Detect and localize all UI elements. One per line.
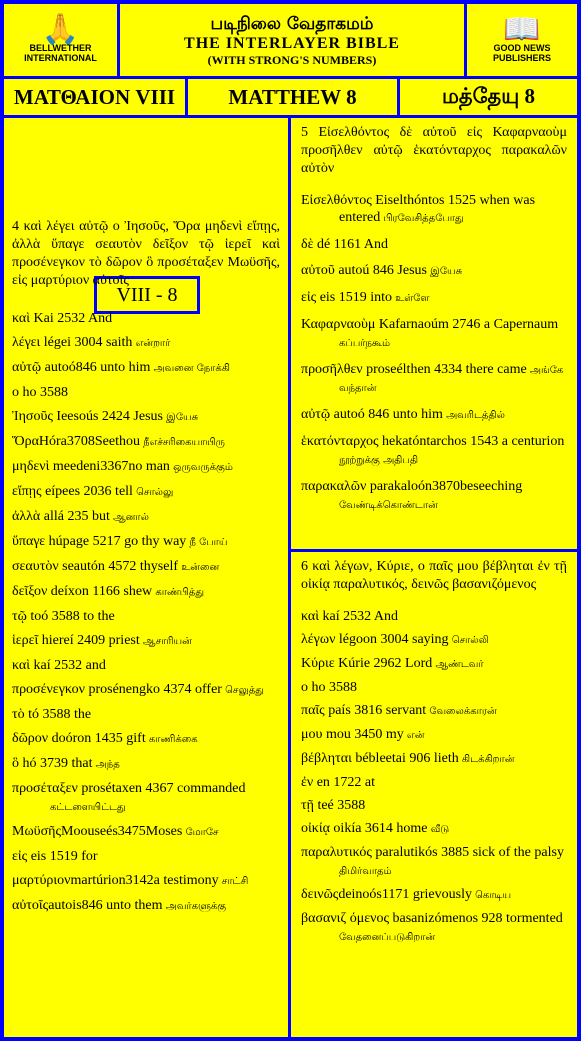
word-entry	[301, 316, 567, 352]
word-gloss: αὐτοῦ autoú 846 Jesus	[301, 263, 427, 278]
word-tamil: சாட்சி	[218, 876, 249, 887]
word-tamil: என்றார்	[132, 338, 171, 349]
word-gloss: προσένεγκον prosénengko 4374 offer	[12, 682, 222, 697]
bellwether-logo-text: BELLWETHER INTERNATIONAL	[24, 43, 97, 63]
word-tamil: உள்ளே	[392, 293, 430, 304]
word-tamil: ஆசாரியன்	[139, 636, 192, 647]
word-entry	[301, 478, 567, 514]
word-entry	[12, 657, 280, 674]
word-entry	[301, 433, 567, 469]
word-tamil: கட்டளையிட்டது	[50, 802, 126, 813]
word-entry	[301, 702, 567, 720]
word-gloss: δεῖξον deíxon 1166 shew	[12, 584, 153, 599]
ref-english: MATTHEW 8	[188, 79, 397, 115]
word-entry	[12, 755, 280, 773]
word-tamil: வேலைக்காரன்	[426, 706, 497, 717]
word-entry	[12, 533, 280, 551]
word-tamil: உன்னை	[178, 562, 220, 573]
word-tamil: சொல்லு	[132, 487, 174, 498]
word-entry	[301, 192, 567, 227]
word-gloss: λέγει légei 3004 saith	[12, 335, 133, 350]
word-tamil: ஒருவருக்கும்	[169, 462, 233, 473]
verse-5-panel	[291, 118, 577, 549]
word-gloss: Εἰσελθόντος Eiselthóntos 1525 when was entered	[301, 193, 536, 225]
word-tamil: வேண்டிக்கொண்டான்	[339, 500, 438, 511]
word-gloss: εἰς eis 1519 for	[12, 849, 98, 864]
verse-4-greek: 4 καὶ λέγει αὐτῷ ο Ἰησοῦς, Ὅρα μηδενὶ εἴπῃς, ἀλλὰ ὕπαγε σεαυτὸν δεῖξον τῷ ἱερεῖ καὶ προσένεγκον τὸ δῶρον ὃ προσέταξεν Μωϋσῆς, εἰς μαρτύριον αὐτοῖς	[12, 219, 280, 288]
word-gloss: αὐτῷ autoó 846 unto him	[301, 407, 443, 422]
title-tamil: படிநிலை வேதாகமம்	[210, 13, 374, 34]
word-gloss: ἱερεῖ hiereí 2409 priest	[12, 633, 140, 648]
word-gloss: οἰκίᾳ oikía 3614 home	[301, 821, 428, 836]
word-gloss: σεαυτὸν seautón 4572 thyself	[12, 559, 179, 574]
word-gloss: ο ho 3588	[301, 680, 357, 695]
bellwether-logo	[4, 4, 117, 76]
verse-6-panel	[291, 552, 577, 1037]
word-entry	[301, 844, 567, 880]
word-entry	[12, 483, 280, 501]
title-subtitle: (WITH STRONG'S NUMBERS)	[207, 52, 377, 67]
word-tamil: அவரிடத்தில்	[442, 410, 505, 421]
word-entry	[12, 583, 280, 601]
word-tamil: கிடக்கிறான்	[458, 754, 515, 765]
word-entry	[301, 750, 567, 768]
word-gloss: ἀλλὰ allá 235 but	[12, 509, 110, 524]
word-tamil: நீ போய்	[186, 537, 228, 548]
word-entry	[12, 897, 280, 915]
word-gloss: βέβληται bébleetai 906 lieth	[301, 751, 459, 766]
word-tamil: நூற்றுக்கு அதிபதி	[339, 455, 419, 466]
word-tamil: ஆண்டவர்	[432, 659, 484, 670]
word-entry	[12, 706, 280, 723]
word-entry	[12, 632, 280, 650]
word-gloss: αὐτῷ autoó846 unto him	[12, 360, 151, 375]
word-gloss: ὕπαγε húpage 5217 go thy way	[12, 534, 187, 549]
word-gloss: Ἰησοῦς Ieesoús 2424 Jesus	[12, 409, 163, 424]
word-entry	[301, 820, 567, 838]
word-entry	[12, 558, 280, 576]
word-gloss: ΜωϋσῆςMoouseés3475Moses	[12, 824, 183, 839]
verse-6-greek: 6 καὶ λέγων, Κύριε, ο παῖς μου βέβληται ἐν τῇ οἰκίᾳ παραλυτικός, δεινῶς βασανιζόμενος	[301, 559, 567, 592]
word-gloss: δῶρον doóron 1435 gift	[12, 731, 146, 746]
word-gloss: ὍραHóra3708Seethou	[12, 434, 140, 449]
word-tamil: அந்த	[92, 759, 120, 770]
word-entry	[301, 910, 567, 946]
word-gloss: ὃ hó 3739 that	[12, 756, 93, 771]
word-entry	[301, 726, 567, 744]
chapter-label: VIII - 8	[94, 276, 200, 314]
title-panel	[120, 4, 464, 76]
word-gloss: καὶ kaí 2532 and	[12, 658, 106, 673]
word-entry	[12, 681, 280, 699]
word-gloss: ἐν en 1722 at	[301, 775, 376, 790]
word-gloss: εἴπῃς eípees 2036 tell	[12, 484, 133, 499]
word-gloss: Καφαρναοὺμ Kafarnaoúm 2746 a Capernaum	[301, 317, 559, 332]
word-gloss: τῇ teé 3588	[301, 798, 366, 813]
word-tamil: அவர்களுக்கு	[162, 901, 227, 912]
word-entry	[301, 797, 567, 814]
word-gloss: αὐτοῖςautois846 unto them	[12, 898, 163, 913]
word-gloss: μου mou 3450 my	[301, 727, 404, 742]
word-gloss: εἰς eis 1519 into	[301, 290, 393, 305]
word-entry	[301, 886, 567, 904]
word-gloss: καὶ Kai 2532 And	[12, 311, 113, 326]
word-tamil: வீடு	[427, 824, 450, 835]
word-gloss: παρακαλῶν parakaloón3870beseeching	[301, 479, 523, 494]
word-gloss: τῷ toó 3588 to the	[12, 609, 115, 624]
goodnews-logo	[467, 4, 577, 76]
verse-4-word-list	[12, 310, 280, 915]
word-gloss: τὸ tó 3588 the	[12, 707, 92, 722]
verse-6-word-list	[301, 608, 567, 946]
word-gloss: δὲ dé 1161 And	[301, 237, 389, 252]
word-entry	[12, 310, 280, 327]
word-entry	[301, 774, 567, 791]
left-column	[4, 118, 288, 1037]
word-tamil: என்	[403, 730, 425, 741]
word-gloss: λέγων légoon 3004 saying	[301, 632, 449, 647]
word-entry	[301, 631, 567, 649]
word-gloss: παραλυτικός paralutikós 3885 sick of the palsy	[301, 845, 564, 860]
word-entry	[12, 780, 280, 816]
word-tamil: இயேசு	[427, 266, 463, 277]
word-tamil: கப்பர்நகூம்	[339, 338, 390, 349]
praying-figure-icon: 🙏	[41, 12, 80, 47]
word-gloss: Κύριε Kúrie 2962 Lord	[301, 656, 433, 671]
book-figure-icon: 📖	[503, 12, 541, 47]
word-entry	[301, 406, 567, 424]
word-gloss: ἑκατόνταρχος hekatóntarchos 1543 a centurion	[301, 434, 565, 449]
title-english: THE INTERLAYER BIBLE	[184, 34, 400, 52]
word-gloss: δεινῶςdeinoós1171 grievously	[301, 887, 472, 902]
word-tamil: காண்பித்து	[152, 587, 204, 598]
word-entry	[301, 608, 567, 625]
verse-5-greek: 5 Εἰσελθόντος δὲ αὐτοῦ εἰς Καφαρναοὺμ προσῆλθεν αὐτῷ ἑκατόνταρχος παρακαλῶν αὐτὸν	[301, 125, 567, 176]
word-tamil: அவனை நோக்கி	[150, 363, 230, 374]
word-entry	[12, 848, 280, 865]
word-entry	[301, 262, 567, 280]
word-entry	[12, 359, 280, 377]
word-entry	[12, 384, 280, 401]
word-tamil: மோசே	[182, 827, 219, 838]
word-entry	[301, 361, 567, 397]
word-entry	[12, 872, 280, 890]
word-entry	[12, 508, 280, 526]
word-tamil: அங்கே வந்தான்	[339, 365, 564, 394]
word-gloss: προσέταξεν prosétaxen 4367 commanded	[12, 781, 246, 796]
word-entry	[12, 458, 280, 476]
word-tamil: திமிர்வாதம்	[339, 866, 392, 877]
word-gloss: μηδενὶ meedeni3367no man	[12, 459, 170, 474]
word-entry	[301, 236, 567, 253]
word-gloss: παῖς país 3816 servant	[301, 703, 427, 718]
word-tamil: வேதனைப்படுகிறான்	[339, 932, 436, 943]
ref-tamil: மத்தேயு 8	[400, 79, 577, 115]
word-entry	[12, 334, 280, 352]
word-entry	[301, 655, 567, 673]
word-tamil: நீஎச்சரிகையாயிரு	[140, 437, 225, 448]
word-tamil: கொடிய	[471, 890, 512, 901]
goodnews-logo-text: GOOD NEWS PUBLISHERS	[492, 43, 551, 63]
word-tamil: செலுத்து	[221, 685, 264, 696]
word-entry	[12, 608, 280, 625]
word-tamil: சொல்லி	[448, 635, 489, 646]
word-gloss: καὶ kaí 2532 And	[301, 609, 398, 624]
word-entry	[12, 433, 280, 451]
word-gloss: μαρτύριονmartúrion3142a testimony	[12, 873, 219, 888]
word-entry	[12, 408, 280, 426]
word-entry	[301, 679, 567, 696]
word-gloss: προσῆλθεν proseélthen 4334 there came	[301, 362, 527, 377]
word-tamil: பிரவேசித்தபோது	[380, 213, 464, 224]
verse-5-word-list	[301, 192, 567, 514]
ref-greek: ΜΑΤΘΑΙΟΝ VIII	[4, 79, 185, 115]
word-tamil: இயேசு	[162, 412, 199, 423]
word-entry	[301, 289, 567, 307]
word-entry	[12, 730, 280, 748]
word-gloss: ο ho 3588	[12, 385, 68, 400]
word-tamil: காணிக்கை	[145, 734, 198, 745]
word-gloss: βασανιζ όμενος basanizómenos 928 tormented	[301, 911, 563, 926]
word-tamil: ஆனால்	[109, 512, 149, 523]
word-entry	[12, 823, 280, 841]
